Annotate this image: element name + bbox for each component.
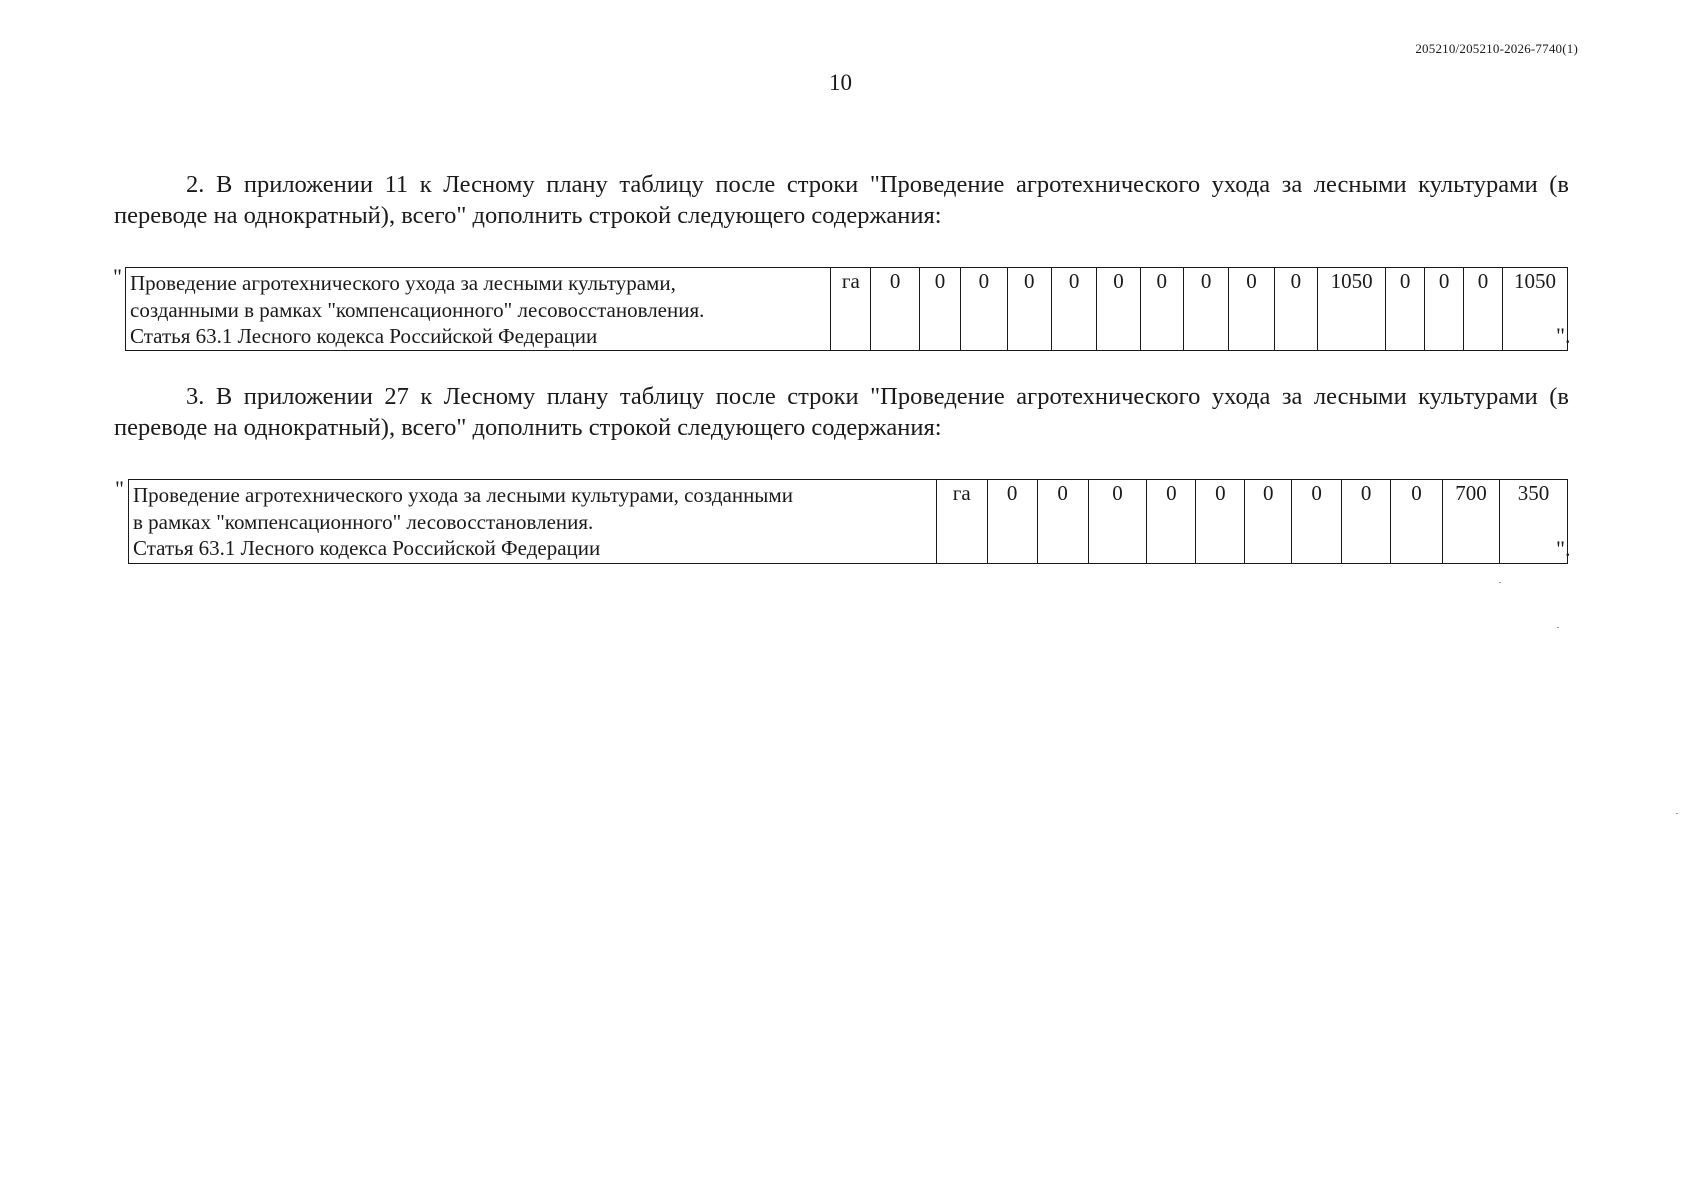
value-cell: 0 — [1386, 268, 1425, 351]
description-line: Проведение агротехнического ухода за лесными культурами, созданными — [133, 483, 793, 507]
table-row — [126, 268, 1568, 351]
value-cell: 0 — [1229, 268, 1274, 351]
value-cell: 0 — [1292, 480, 1342, 564]
value-cell: 0 — [1007, 268, 1051, 351]
page-number: 10 — [829, 70, 852, 95]
closing-quote: ". — [1556, 323, 1571, 348]
value-cell: 0 — [871, 268, 920, 351]
value-cell: 0 — [1140, 268, 1183, 351]
description-line: Статья 63.1 Лесного кодекса Российской Федерации — [130, 324, 598, 348]
value-cell: 0 — [1245, 480, 1292, 564]
value-cell: 350 — [1499, 480, 1567, 564]
value-cell: 0 — [1342, 480, 1391, 564]
unit-cell: га — [831, 268, 871, 351]
value-cell: 700 — [1442, 480, 1499, 564]
value-cell: 0 — [1196, 480, 1245, 564]
amendment-table-1 — [125, 267, 1571, 351]
value-cell: 1050 — [1502, 268, 1567, 351]
scan-speck — [1676, 813, 1678, 814]
description-line: Статья 63.1 Лесного кодекса Российской Федерации — [133, 536, 601, 560]
value-cell: 0 — [1147, 480, 1196, 564]
value-cell: 0 — [961, 268, 1008, 351]
description-line: Проведение агротехнического ухода за лесными культурами, — [130, 271, 676, 295]
row-description — [129, 480, 937, 564]
scan-speck — [1499, 582, 1501, 583]
scan-speck — [1557, 627, 1559, 628]
paragraph-3: 3. В приложении 27 к Лесному плану таблицу после строки "Проведение агротехнического ухода за лесными культурами (в переводе на однократный), всего" дополнить строкой следующего содержания: — [114, 383, 1569, 441]
value-cell: 0 — [1391, 480, 1443, 564]
opening-quote: " — [115, 476, 124, 501]
amendment-table-2 — [128, 479, 1571, 564]
description-line: созданными в рамках "компенсационного" лесовосстановления. — [130, 297, 705, 322]
opening-quote: " — [113, 264, 122, 289]
description-line: в рамках "компенсационного" лесовосстановления. — [133, 509, 594, 534]
value-cell: 0 — [1183, 268, 1228, 351]
value-cell: 0 — [1088, 480, 1147, 564]
value-cell: 0 — [1037, 480, 1088, 564]
value-cell: 1050 — [1318, 268, 1386, 351]
value-cell: 0 — [1097, 268, 1140, 351]
paragraph-2: 2. В приложении 11 к Лесному плану таблицу после строки "Проведение агротехнического ухода за лесными культурами (в переводе на однократный), всего" дополнить строкой следующего содержания: — [114, 171, 1569, 229]
unit-cell: га — [936, 480, 987, 564]
value-cell: 0 — [920, 268, 961, 351]
value-cell: 0 — [1274, 268, 1317, 351]
value-cell: 0 — [987, 480, 1037, 564]
document-number: 205210/205210-2026-7740(1) — [1415, 41, 1578, 56]
closing-quote: ". — [1556, 536, 1571, 561]
table-row — [129, 480, 1568, 564]
row-description — [126, 268, 831, 351]
value-cell: 0 — [1051, 268, 1096, 351]
value-cell: 0 — [1425, 268, 1464, 351]
value-cell: 0 — [1464, 268, 1503, 351]
